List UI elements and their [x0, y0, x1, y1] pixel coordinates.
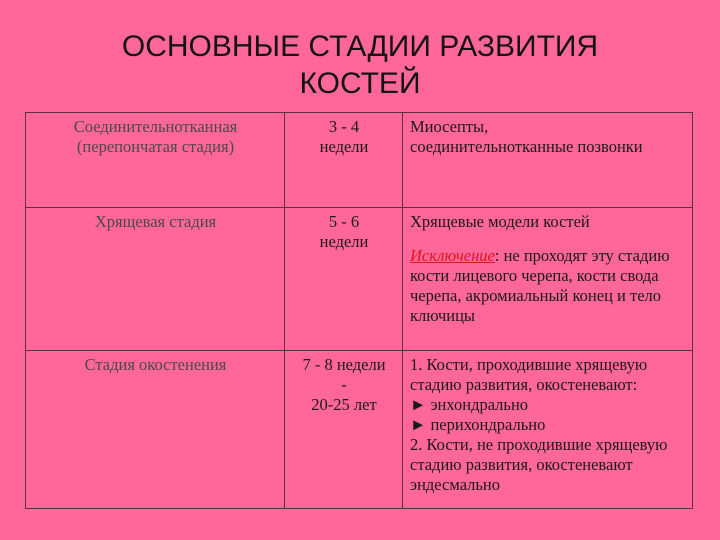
description-line: Хрящевые модели костей [410, 212, 590, 231]
title-line-2: КОСТЕЙ [299, 67, 421, 100]
stage-term-cell [285, 113, 403, 208]
term-line: - [341, 375, 347, 394]
stage-name-cell: Стадия окостенения [26, 351, 285, 509]
description-line: 1. Кости, проходившие хрящевую стадию развития, окостеневают: [410, 355, 648, 394]
spacer [410, 232, 686, 246]
stage-name-cell: Соединительнотканная (перепончатая стадия) [26, 113, 285, 208]
table-row [26, 113, 693, 208]
term-line: 3 - 4 [328, 117, 360, 136]
stage-term-cell [285, 208, 403, 351]
term-line: недели [319, 232, 369, 251]
stage-name-cell: Хрящевая стадия [26, 208, 285, 351]
bone-development-stages-table [25, 112, 693, 509]
description-line: Миосепты, [410, 117, 489, 136]
description-line: 2. Кости, не проходившие хрящевую стадию развития, окостеневают эндесмально [410, 435, 668, 494]
term-line: 7 - 8 недели [302, 355, 386, 374]
exception-note [410, 246, 686, 326]
table-row [26, 208, 693, 351]
stage-description-cell [403, 351, 693, 509]
table-row [26, 351, 693, 509]
stage-term-cell [285, 351, 403, 509]
term-line: недели [319, 137, 369, 156]
description-line: ► энхондрально [410, 395, 529, 414]
term-line: 20-25 лет [311, 395, 377, 414]
stage-description-cell [403, 208, 693, 351]
exception-label: Исключение [410, 246, 495, 265]
exception-text: : не проходят эту стадию кости лицевого черепа, кости свода черепа, акромиальный конец и тело ключицы [410, 246, 670, 325]
title-line-1: ОСНОВНЫЕ СТАДИИ РАЗВИТИЯ [121, 30, 599, 63]
slide-title [0, 28, 720, 102]
description-line: ► перихондрально [410, 415, 546, 434]
stage-description-cell [403, 113, 693, 208]
description-line: соединительнотканные позвонки [410, 137, 643, 156]
term-line: 5 - 6 [328, 212, 360, 231]
